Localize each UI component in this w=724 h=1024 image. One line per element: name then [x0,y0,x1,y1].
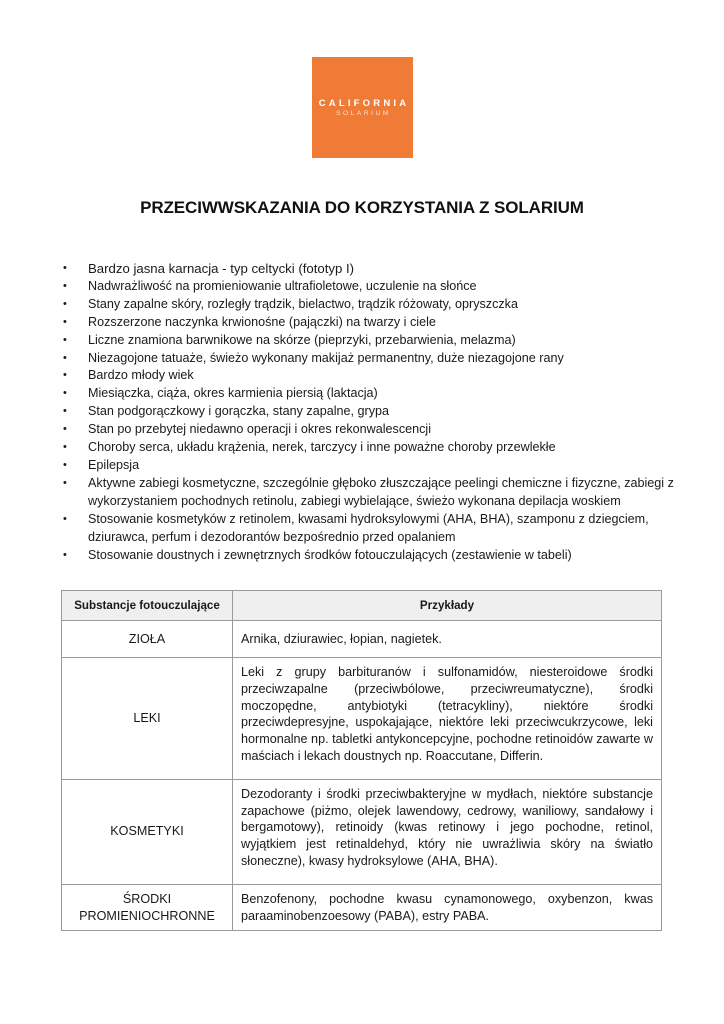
contraindications-list [62,260,682,564]
bullet-icon: • [63,423,67,436]
logo-main-text: CALIFORNIA [318,97,410,109]
list-item [62,403,682,421]
category-line: ŚRODKI [122,891,172,906]
category-cell [62,884,233,931]
list-item [62,260,682,278]
list-item-text: Stany zapalne skóry, rozległy trądzik, bielactwo, trądzik różowaty, opryszczka [88,296,518,311]
list-item-text: Niezagojone tatuaże, świeżo wykonany makijaż permanentny, duże niezagojone rany [88,350,564,365]
examples-cell: Arnika, dziurawiec, łopian, nagietek. [233,621,662,658]
list-item-text: Bardzo młody wiek [88,368,194,383]
logo-sub-text: SOLARIUM [336,109,391,117]
list-item-text: Choroby serca, układu krążenia, nerek, tarczycy i inne poważne choroby przewlekłe [88,440,556,455]
page-title: PRZECIWWSKAZANIA DO KORZYSTANIA Z SOLARIUM [140,198,584,217]
bullet-icon: • [63,315,67,328]
list-item [62,385,682,403]
bullet-icon: • [63,333,67,346]
list-item-text: Nadwrażliwość na promieniowanie ultrafioletowe, uczulenie na słońce [88,278,477,293]
list-item [62,439,682,457]
list-item [62,278,682,296]
bullet-icon: • [63,387,67,400]
list-item-text: Stan podgorączkowy i gorączka, stany zapalne, grypa [88,404,390,419]
examples-cell: Benzofenony, pochodne kwasu cynamonowego, oxybenzon, kwas paraaminobenzoesowy (PABA), estry PABA. [233,884,662,931]
list-item-text: Stosowanie doustnych i zewnętrznych środków fotouczulających (zestawienie w tabeli) [88,547,572,562]
list-item-text: Epilepsja [88,457,140,472]
bullet-icon: • [63,351,67,364]
photosensitizers-table [61,590,662,931]
table-header-row [62,591,662,621]
list-item-text: Bardzo jasna karnacja - typ celtycki (fototyp I) [88,261,355,276]
bullet-icon: • [63,369,67,382]
header-examples: Przykłady [233,591,662,621]
category-line: PROMIENIOCHRONNE [79,908,215,923]
category-cell: ZIOŁA [62,621,233,658]
list-item [62,367,682,385]
examples-cell: Leki z grupy barbituranów i sulfonamidów, niesteroidowe środki przeciwzapalne (przeciwbólowe, przeciwreumatyczne), środki moczopędne, antybiotyki (tetracykliny), niektóre środki przeciwdepresyjne, uspokajające, niektóre leki przeciwcukrzycowe, leki hormonalne np. tabletki antykoncepcyjne, pochodne retinoidów zawarte w maściach i lekach doustnych np. Roaccutane, Differin. [233,658,662,780]
list-item [62,332,682,350]
list-item-text: Rozszerzone naczynka krwionośne (pajączki) na twarzy i ciele [88,314,436,329]
list-item-text: Miesiączka, ciąża, okres karmienia piersią (laktacja) [88,386,378,401]
list-item [62,296,682,314]
category-cell: LEKI [62,658,233,780]
bullet-icon: • [63,458,67,471]
bullet-icon: • [63,476,67,489]
examples-cell: Dezodoranty i środki przeciwbakteryjne w mydłach, niektóre substancje zapachowe (piżmo, olejek lawendowy, cedrowy, waniliowy, sandałowy i bergamotowy), retinoidy (kwas retinowy i jego pochodne, retinol, wyjątkiem jest retinaldehyd, który nie uwrażliwia skóry na światło słoneczne), kwasy hydroksylowe (AHA, BHA). [233,779,662,884]
list-item [62,547,682,565]
table-row [62,779,662,884]
list-item [62,475,682,511]
category-cell: KOSMETYKI [62,779,233,884]
bullet-icon: • [63,441,67,454]
bullet-icon: • [63,279,67,292]
california-solarium-logo [312,57,413,158]
list-item-text: Stosowanie kosmetyków z retinolem, kwasami hydroksylowymi (AHA, BHA), szamponu z dziegciem, dziurawca, perfum i dezodorantów bezpośrednio przed opalaniem [88,511,649,544]
bullet-icon: • [63,548,67,561]
list-item-text: Stan po przebytej niedawno operacji i okres rekonwalescencji [88,422,432,437]
table-row [62,658,662,780]
header-substances: Substancje fotouczulające [62,591,233,621]
bullet-icon: • [63,262,67,274]
bullet-icon: • [63,405,67,418]
list-item [62,511,682,547]
list-item-text: Liczne znamiona barwnikowe na skórze (pieprzyki, przebarwienia, melazma) [88,332,516,347]
table-row [62,884,662,931]
list-item [62,421,682,439]
table-row [62,621,662,658]
bullet-icon: • [63,297,67,310]
list-item [62,350,682,368]
list-item [62,314,682,332]
list-item [62,457,682,475]
list-item-text: Aktywne zabiegi kosmetyczne, szczególnie głęboko złuszczające peelingi chemiczne i fizyczne, zabiegi z wykorzystaniem pochodnych retinolu, zabiegi wybielające, świeżo wykonana depilacja woskiem [88,475,674,508]
bullet-icon: • [63,512,67,525]
